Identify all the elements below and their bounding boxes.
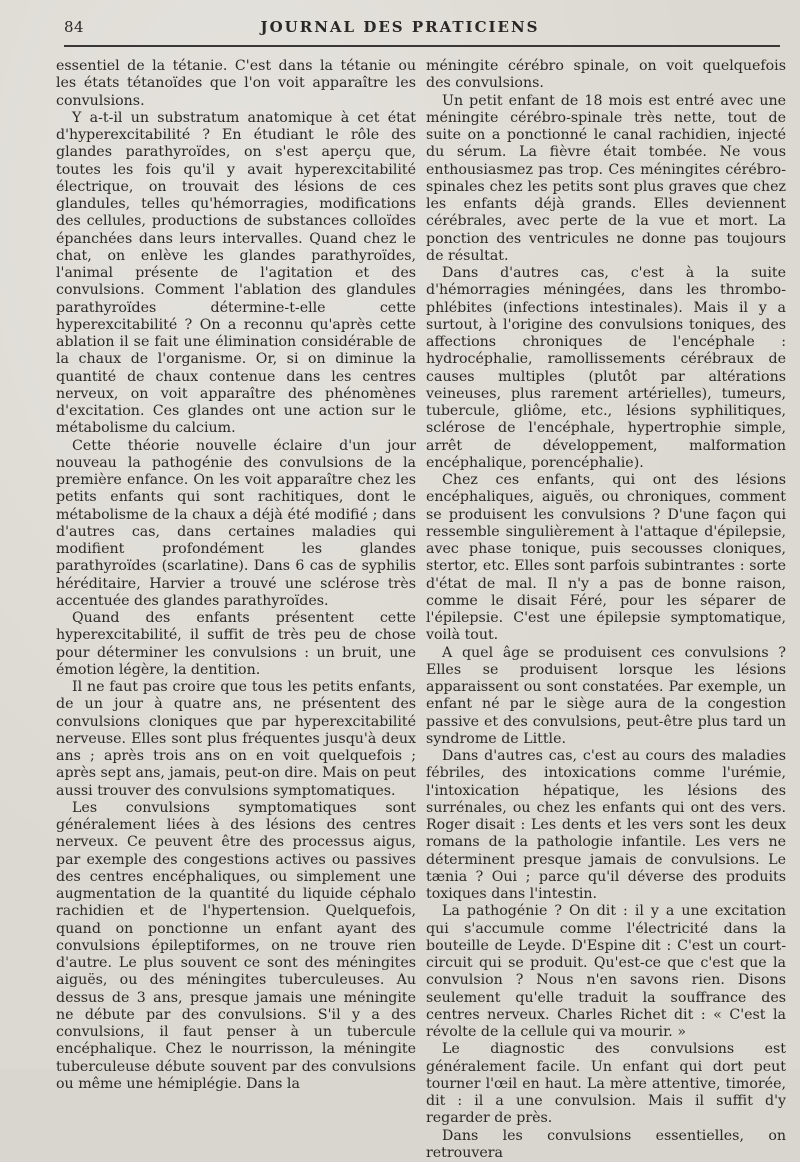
paragraph: méningite cérébro spinale, on voit quelquefois des convulsions. <box>426 58 786 93</box>
paragraph: A quel âge se produisent ces convulsions ? Elles se produisent lorsque les lésions apparaissent ou sont constatées. Par exemple, un enfant né par le siège aura de la congestion passive et des convulsions, peut-être plus tard un syndrome de Little. <box>426 645 786 749</box>
journal-title: JOURNAL DES PRATICIENS <box>0 18 800 36</box>
right-column <box>426 58 786 1162</box>
paragraph: Dans d'autres cas, c'est au cours des maladies fébriles, des intoxications comme l'urémie, l'intoxication hépatique, les lésions des surrénales, ou chez les enfants qui ont des vers. Roger disait : Les dents et les vers sont les deux romans de la pathologie infantile. Les vers ne déterminent presque jamais de convulsions. Le tænia ? Oui ; parce qu'il déverse des produits toxiques dans l'intestin. <box>426 748 786 903</box>
paragraph: Les convulsions symptomatiques sont généralement liées à des lésions des centres nerveux. Ce peuvent être des processus aigus, par exemple des congestions actives ou passives des centres encéphaliques, ou simplement une augmentation de la quantité du liquide céphalo rachidien et de l'hypertension. Quelquefois, quand on ponctionne un enfant ayant des convulsions épileptiformes, on ne trouve rien d'autre. Le plus souvent ce sont des méningites aiguës, ou des méningites tuberculeuses. Au dessus de 3 ans, presque jamais une méningite ne débute par des convulsions. S'il y a des convulsions, il faut penser à un tubercule encéphalique. Chez le nourrisson, la méningite tuberculeuse débute souvent par des convulsions ou même une hémiplégie. Dans la <box>56 800 416 1093</box>
paragraph: Chez ces enfants, qui ont des lésions encéphaliques, aiguës, ou chroniques, comment se produisent les convulsions ? D'une façon qui ressemble singulièrement à l'attaque d'épilepsie, avec phase tonique, puis secousses cloniques, stertor, etc. Elles sont parfois subintrantes : sorte d'état de mal. Il n'y a pas de bonne raison, comme le disait Féré, pour les séparer de l'épilepsie. C'est une épilepsie symptomatique, voilà tout. <box>426 472 786 645</box>
paragraph: Un petit enfant de 18 mois est entré avec une méningite cérébro-spinale très nette, tout de suite on a ponctionné le canal rachidien, injecté du sérum. La fièvre était tombée. Ne vous enthousiasmez pas trop. Ces méningites cérébro-spinales chez les petits sont plus graves que chez les enfants déjà grands. Elles deviennent cérébrales, avec perte de la vue et mort. La ponction des ventricules ne donne pas toujours de résultat. <box>426 93 786 266</box>
page-header <box>0 14 800 40</box>
paragraph: Y a-t-il un substratum anatomique à cet état d'hyperexcitabilité ? En étudiant le rôle des glandes parathyroïdes, on s'est aperçu que, toutes les fois qu'il y avait hyperexcitabilité électrique, on trouvait des lésions de ces glandules, telles qu'hémorragies, modifications des cellules, productions de substances colloïdes épanchées dans leurs intervalles. Quand chez le chat, on enlève les glandes parathyroïdes, l'animal présente de l'agitation et des convulsions. Comment l'ablation des glandules parathyroïdes détermine-t-elle cette hyperexcitabilité ? On a reconnu qu'après cette ablation il se fait une élimination considérable de la chaux de l'organisme. Or, si on diminue la quantité de chaux contenue dans les centres nerveux, on voit apparaître des phénomènes d'excitation. Ces glandes ont une action sur le métabolisme du calcium. <box>56 110 416 438</box>
left-column <box>56 58 416 1093</box>
paragraph: Dans d'autres cas, c'est à la suite d'hémorragies méningées, dans les thrombo-phlébites (infections intestinales). Mais il y a surtout, à l'origine des convulsions toniques, des affections chroniques de l'encéphale : hydrocéphalie, ramollissements cérébraux de causes multiples (plutôt par altérations veineuses, plus rarement artérielles), tumeurs, tubercule, gliôme, etc., lésions syphilitiques, sclérose de l'encéphale, hypertrophie simple, arrêt de développement, malformation encéphalique, porencéphalie). <box>426 265 786 472</box>
paragraph: Il ne faut pas croire que tous les petits enfants, de un jour à quatre ans, ne présentent des convulsions cloniques que par hyperexcitabilité nerveuse. Elles sont plus fréquentes jusqu'à deux ans ; après trois ans on en voit quelquefois ; après sept ans, jamais, peut-on dire. Mais on peut aussi trouver des convulsions symptomatiques. <box>56 679 416 800</box>
paragraph: Cette théorie nouvelle éclaire d'un jour nouveau la pathogénie des convulsions de la première enfance. On les voit apparaître chez les petits enfants qui sont rachitiques, dont le métabolisme de la chaux a déjà été modifié ; dans d'autres cas, dans certaines maladies qui modifient profondément les glandes parathyroïdes (scarlatine). Dans 6 cas de syphilis héréditaire, Harvier a trouvé une sclérose très accentuée des glandes parathyroïdes. <box>56 438 416 611</box>
page-number: 84 <box>64 18 84 36</box>
paragraph: La pathogénie ? On dit : il y a une excitation qui s'accumule comme l'électricité dans la bouteille de Leyde. D'Espine dit : C'est un court-circuit qui se produit. Qu'est-ce que c'est que la convulsion ? Nous n'en savons rien. Disons seulement qu'elle traduit la souffrance des centres nerveux. Charles Richet dit : « C'est la révolte de la cellule qui va mourir. » <box>426 903 786 1041</box>
paragraph: Dans les convulsions essentielles, on retrouvera <box>426 1128 786 1162</box>
paragraph: Quand des enfants présentent cette hyperexcitabilité, il suffit de très peu de chose pour déterminer les convulsions : un bruit, une émotion légère, la dentition. <box>56 610 416 679</box>
header-rule <box>64 45 780 47</box>
paragraph: Le diagnostic des convulsions est généralement facile. Un enfant qui dort peut tourner l'œil en haut. La mère attentive, timorée, dit : il a une convulsion. Mais il suffit d'y regarder de près. <box>426 1041 786 1127</box>
paragraph: essentiel de la tétanie. C'est dans la tétanie ou les états tétanoïdes que l'on voit apparaître les convulsions. <box>56 58 416 110</box>
